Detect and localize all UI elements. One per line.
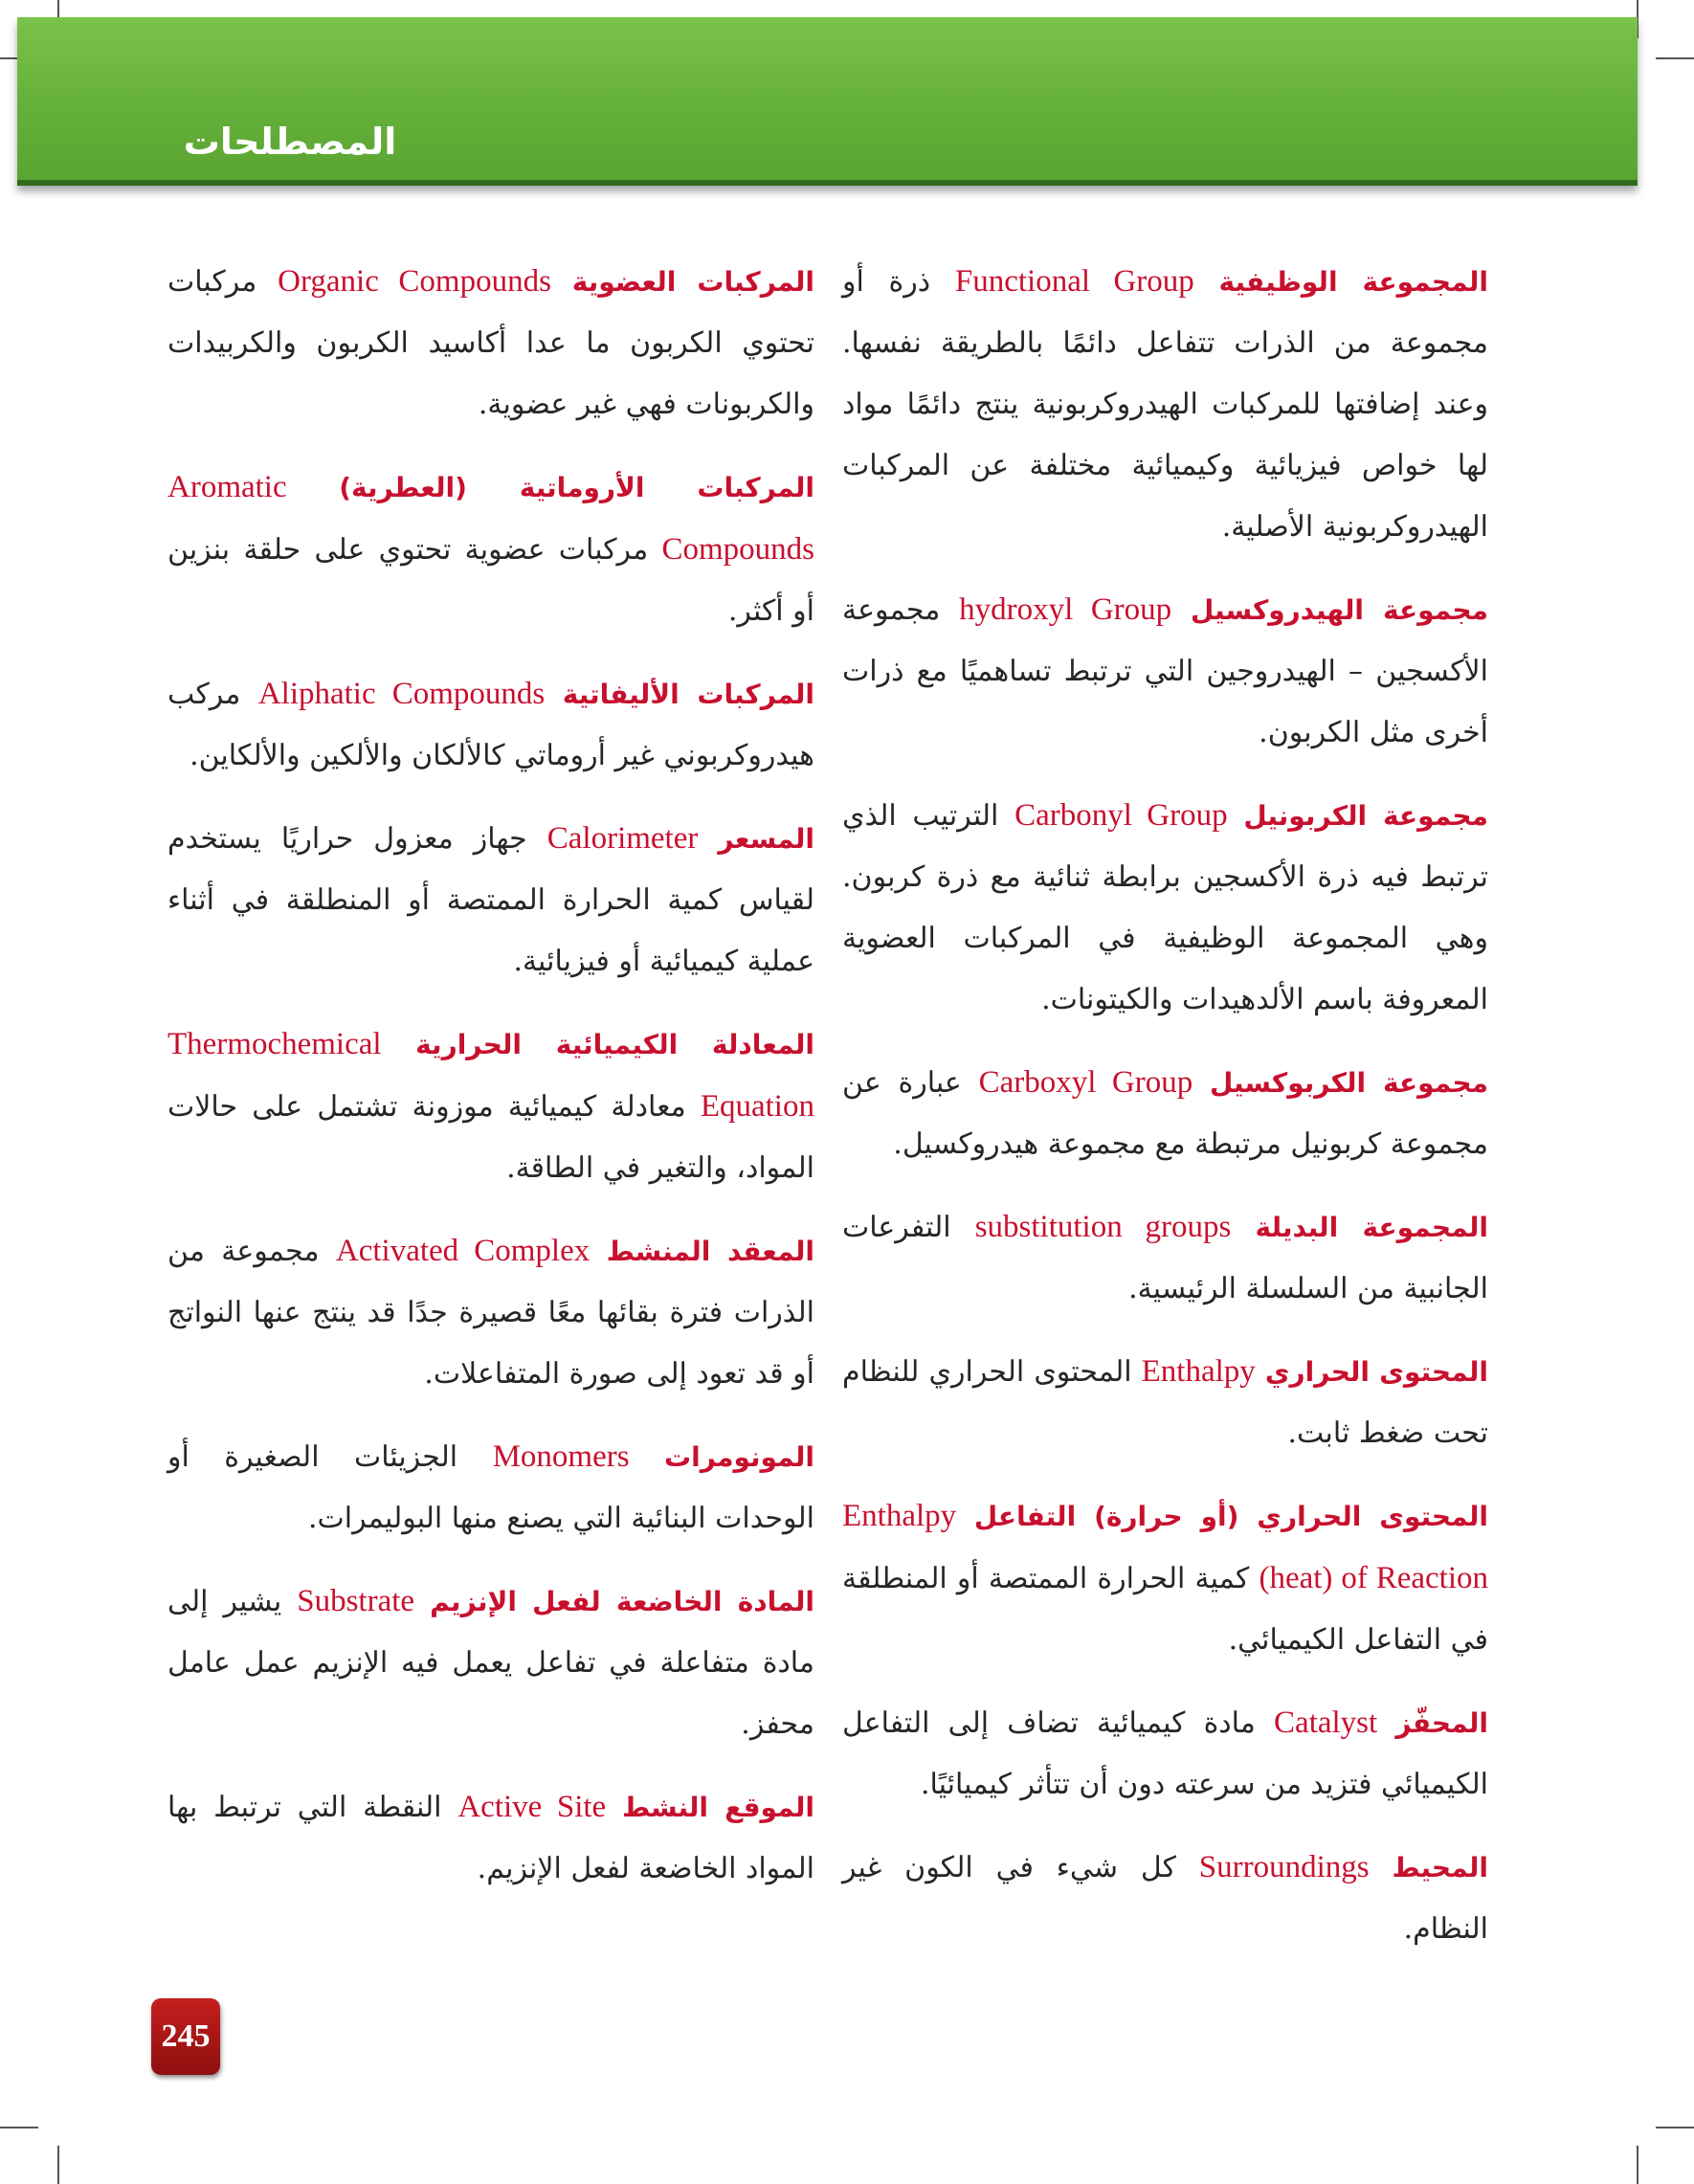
term-english: Aliphatic Compounds	[257, 677, 546, 711]
term-definition: الترتيب الذي ترتبط فيه ذرة الأكسجين برابطة ثنائية مع ذرة كربون. وهي المجموعة الوظيفية في المركبات العضوية المعروفة باسم الألدهيدات والكيتونات.	[842, 799, 1488, 1016]
glossary-entry	[167, 251, 814, 435]
term-definition: مركبات تحتوي الكربون ما عدا أكاسيد الكربون والكربيدات والكربونات فهي غير عضوية.	[167, 265, 814, 421]
glossary-entry	[167, 1220, 814, 1405]
term-definition: عبارة عن مجموعة كربونيل مرتبطة مع مجموعة هيدروكسيل.	[842, 1066, 1488, 1161]
term-definition: جهاز معزول حراريًا يستخدم لقياس كمية الحرارة الممتصة أو المنطلقة في أثناء عملية كيميائية أو فيزيائية.	[167, 822, 814, 978]
term-arabic: المحتوى الحراري (أو حرارة) التفاعل	[973, 1501, 1488, 1532]
term-arabic: المركبات الأروماتية (العطرية)	[339, 472, 814, 503]
term-english: Calorimeter	[546, 821, 699, 856]
glossary-entry	[842, 251, 1488, 558]
term-arabic: المونومرات	[663, 1441, 814, 1473]
term-english: Aromatic Compounds	[167, 470, 814, 567]
term-definition: مركب هيدروكربوني غير أروماتي كالألكان والألكين والألكاين.	[167, 678, 814, 772]
term-arabic: المعادلة الكيميائية الحرارية	[415, 1029, 814, 1060]
term-arabic: الموقع النشط	[622, 1792, 814, 1823]
term-definition: التفرعات الجانبية من السلسلة الرئيسية.	[842, 1211, 1488, 1305]
term-arabic: المحتوى الحراري	[1264, 1356, 1488, 1388]
term-english: Substrate	[297, 1584, 415, 1618]
term-english: Thermochemical Equation	[167, 1027, 814, 1124]
term-english: hydroxyl Group	[959, 592, 1172, 627]
crop-mark	[1656, 57, 1694, 59]
glossary-entry	[167, 1426, 814, 1549]
glossary-entry	[842, 579, 1488, 764]
term-english: Carbonyl Group	[1014, 798, 1228, 833]
glossary-column-right	[842, 251, 1488, 1981]
term-definition: كمية الحرارة الممتصة أو المنطلقة في التفاعل الكيميائي.	[842, 1562, 1488, 1657]
term-arabic: المجموعة الوظيفية	[1218, 266, 1488, 298]
glossary-entry	[167, 663, 814, 787]
term-arabic: مجموعة الكربوكسيل	[1210, 1067, 1489, 1099]
glossary-entry	[842, 1341, 1488, 1464]
term-english: Organic Compounds	[278, 264, 551, 299]
glossary-entry	[167, 457, 814, 642]
term-english: Active Site	[457, 1790, 607, 1824]
crop-mark	[1656, 2127, 1694, 2128]
term-english: Enthalpy (heat) of Reaction	[842, 1499, 1489, 1595]
glossary-entry	[167, 1776, 814, 1900]
glossary-entry	[842, 785, 1488, 1031]
term-arabic: المادة الخاضعة لفعل الإنزيم	[430, 1586, 814, 1617]
term-definition: المحتوى الحراري للنظام تحت ضغط ثابت.	[842, 1355, 1488, 1450]
glossary-entry	[167, 1014, 814, 1199]
term-arabic: المعقد المنشط	[606, 1236, 814, 1267]
glossary-column-left	[167, 251, 814, 1921]
term-definition: يشير إلى مادة متفاعلة في تفاعل يعمل فيه الإنزيم عمل عامل محفز.	[167, 1585, 814, 1741]
term-arabic: المجموعة البديلة	[1255, 1212, 1489, 1243]
term-english: Surroundings	[1198, 1850, 1370, 1884]
glossary-entry	[842, 1692, 1488, 1816]
term-definition: النقطة التي ترتبط بها المواد الخاضعة لفعل الإنزيم.	[167, 1791, 814, 1885]
term-definition: ذرة أو مجموعة من الذرات تتفاعل دائمًا بالطريقة نفسها. وعند إضافتها للمركبات الهيدروكربونية ينتج دائمًا مواد لها خواص فيزيائية وكيميائية مختلفة عن المركبات الهيدروكربونية الأصلية.	[842, 265, 1488, 544]
term-arabic: المركبات العضوية	[571, 266, 814, 298]
term-arabic: مجموعة الكربونيل	[1243, 800, 1489, 832]
term-definition: معادلة كيميائية موزونة تشتمل على حالات المواد، والتغير في الطاقة.	[167, 1090, 814, 1185]
term-definition: مجموعة من الذرات فترة بقائها معًا قصيرة جدًا قد ينتج عنها النواتج أو قد تعود إلى صورة المتفاعلات.	[167, 1235, 815, 1391]
glossary-entry	[842, 1485, 1488, 1671]
term-english: Carboxyl Group	[978, 1065, 1193, 1100]
crop-mark	[0, 2127, 38, 2128]
term-english: substitution groups	[974, 1210, 1232, 1244]
term-arabic: مجموعة الهيدروكسيل	[1191, 594, 1488, 626]
glossary-entry	[842, 1837, 1488, 1960]
term-english: Monomers	[492, 1439, 630, 1474]
term-arabic: المحيط	[1392, 1852, 1488, 1883]
term-arabic: المحفّز	[1395, 1707, 1488, 1739]
term-arabic: المركبات الأليفاتية	[562, 679, 814, 710]
term-definition: مجموعة الأكسجين – الهيدروجين التي ترتبط تساهميًا مع ذرات أخرى مثل الكربون.	[842, 593, 1488, 749]
term-english: Functional Group	[954, 264, 1194, 299]
term-english: Activated Complex	[335, 1234, 591, 1268]
term-definition: الجزيئات الصغيرة أو الوحدات البنائية التي يصنع منها البوليمرات.	[167, 1440, 814, 1535]
glossary-entry	[167, 808, 814, 992]
term-definition: كل شيء في الكون غير النظام.	[842, 1851, 1488, 1946]
page-number-badge: 245	[151, 1998, 220, 2075]
crop-mark	[57, 2146, 59, 2184]
crop-mark	[1637, 2146, 1638, 2184]
term-definition: مادة كيميائية تضاف إلى التفاعل الكيميائي فتزيد من سرعته دون أن تتأثر كيميائيًا.	[842, 1706, 1488, 1801]
glossary-entry	[842, 1052, 1488, 1175]
term-arabic: المسعر	[718, 823, 814, 855]
term-english: Enthalpy	[1141, 1354, 1256, 1389]
glossary-entry	[167, 1571, 814, 1755]
term-english: Catalyst	[1274, 1705, 1378, 1740]
glossary-entry	[842, 1196, 1488, 1320]
page-title: المصطلحات	[183, 121, 397, 163]
term-definition: مركبات عضوية تحتوي على حلقة بنزين أو أكثر.	[167, 533, 814, 628]
